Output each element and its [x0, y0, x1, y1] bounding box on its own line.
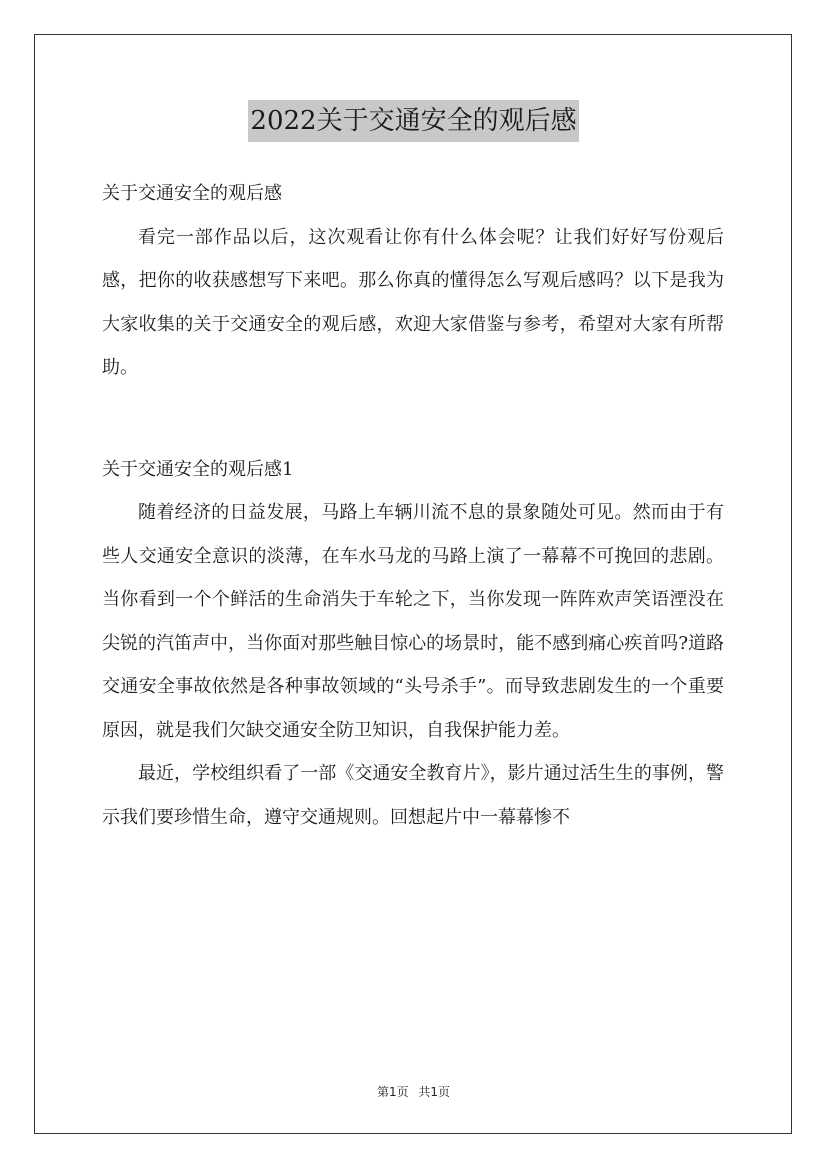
subtitle: 关于交通安全的观后感 — [102, 183, 282, 204]
page-total: 共1页 — [418, 1085, 451, 1099]
title-container — [0, 100, 827, 142]
section-paragraph-1: 随着经济的日益发展，马路上车辆川流不息的景象随处可见。然而由于有些人交通安全意识的淡薄，在车水马龙的马路上演了一幕幕不可挽回的悲剧。当你看到一个个鲜活的生命消失于车轮之下，当你发现一阵阵欢声笑语湮没在尖锐的汽笛声中，当你面对那些触目惊心的场景时，能不感到痛心疾首吗?道路交通安全事故依然是各种事故领域的“头号杀手”。而导致悲剧发生的一个重要原因，就是我们欠缺交通安全防卫知识，自我保护能力差。 — [102, 502, 724, 741]
section-heading: 关于交通安全的观后感1 — [102, 458, 294, 480]
section-gap — [102, 390, 724, 448]
document-body — [102, 172, 724, 839]
page-number: 第1页 — [376, 1085, 409, 1099]
document-title: 2022关于交通安全的观后感 — [248, 100, 578, 142]
intro-paragraph: 看完一部作品以后，这次观看让你有什么体会呢？让我们好好写份观后感，把你的收获感想写下来吧。那么你真的懂得怎么写观后感吗？以下是我为大家收集的关于交通安全的观后感，欢迎大家借鉴与参考，希望对大家有所帮助。 — [102, 226, 724, 378]
section-paragraph-2: 最近，学校组织看了一部《交通安全教育片》，影片通过活生生的事例，警示我们要珍惜生命，遵守交通规则。回想起片中一幕幕惨不 — [102, 763, 724, 828]
page-footer — [0, 1083, 827, 1100]
